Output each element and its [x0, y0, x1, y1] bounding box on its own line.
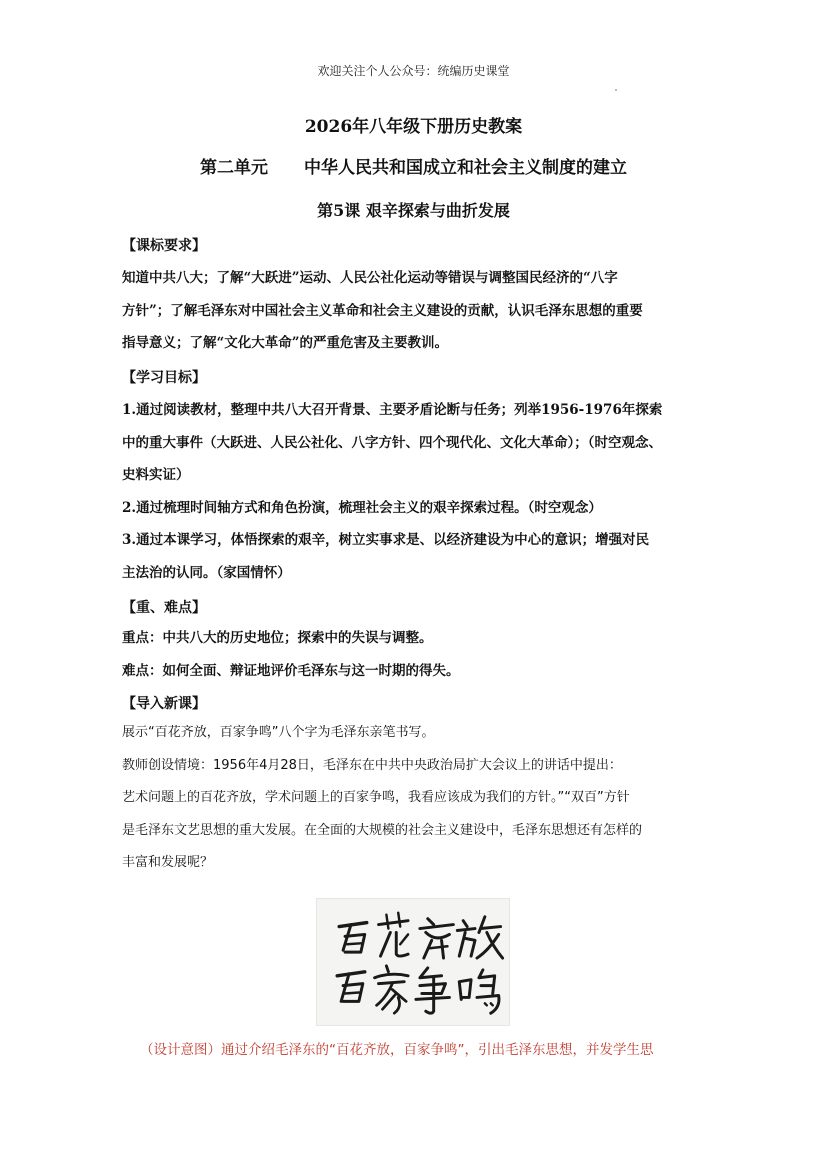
paragraph-line: 方针”；了解毛泽东对中国社会主义革命和社会主义建设的贡献，认识毛泽东思想的重要	[122, 302, 643, 319]
paragraph-line: 是毛泽东文艺思想的重大发展。在全面的大规模的社会主义建设中，毛泽东思想还有怎样的	[122, 822, 643, 838]
section-goals	[122, 367, 707, 387]
paragraph-line: 展示“百花齐放，百家争鸣”八个字为毛泽东亲笔书写。	[122, 725, 435, 740]
section-heading: 【学习目标】	[122, 370, 206, 386]
design-intent-note: （设计意图）通过介绍毛泽东的“百花齐放，百家争鸣”，引出毛泽东思想，并发学生思	[140, 1042, 654, 1058]
paragraph-line: 丰富和发展呢？	[122, 855, 214, 870]
lesson-title: 第5课 艰辛探索与曲折发展	[317, 201, 510, 220]
paragraph-line: 知道中共八大；了解“大跃进”运动、人民公社化运动等错误与调整国民经济的“八字	[122, 270, 618, 286]
paragraph-line: 教师创设情境：1956年4月28日，毛泽东在中共中央政治局扩大会议上的讲话中提出：	[122, 757, 622, 773]
section-standards	[122, 235, 707, 255]
goals-text	[122, 394, 707, 589]
paragraph-line: 中的重大事件（大跃进、人民公社化、八字方针、四个现代化、文化大革命）；（时空观念、	[122, 434, 662, 451]
paragraph-line: 3.通过本课学习，体悟探索的艰辛，树立实事求是、以经济建设为中心的意识；增强对民	[122, 532, 650, 548]
paragraph-line: 难点：如何全面、辩证地评价毛泽东与这一时期的得失。	[122, 662, 460, 679]
section-heading: 【重、难点】	[122, 600, 206, 616]
paragraph-line: 指导意义；了解“文化大革命”的严重危害及主要教训。	[122, 335, 449, 351]
section-intro	[122, 693, 707, 713]
paragraph-line: 艺术问题上的百花齐放，学术问题上的百家争鸣，我看应该成为我们的方针。”“双百”方针	[122, 790, 630, 805]
unit-name: 中华人民共和国成立和社会主义制度的建立	[304, 158, 627, 178]
unit-label: 第二单元	[200, 158, 268, 178]
section-heading: 【课标要求】	[122, 238, 206, 254]
paragraph-line: 主法治的认同。（家国情怀）	[122, 564, 291, 581]
paragraph-line: 史料实证）	[122, 467, 190, 483]
calligraphy-strokes	[317, 899, 509, 1025]
section-heading: 【导入新课】	[122, 696, 206, 712]
standards-text	[122, 262, 707, 360]
document-title: 2026年八年级下册历史教案	[304, 117, 523, 137]
intro-text	[122, 717, 707, 880]
paragraph-line: 1.通过阅读教材，整理中共八大召开背景、主要矛盾论断与任务；列举1956-1976年探索	[122, 402, 663, 418]
calligraphy-image	[316, 898, 510, 1026]
header-note: 欢迎关注个人公众号：统编历史课堂	[317, 64, 510, 78]
paragraph-line: 2.通过梳理时间轴方式和角色扮演，梳理社会主义的艰辛探索过程。（时空观念）	[122, 499, 602, 516]
unit-title	[0, 153, 827, 178]
section-key-points	[122, 597, 707, 617]
key-points-text	[122, 622, 707, 687]
paragraph-line: 重点：中共八大的历史地位；探索中的失误与调整。	[122, 630, 433, 646]
stray-dot	[615, 89, 617, 91]
